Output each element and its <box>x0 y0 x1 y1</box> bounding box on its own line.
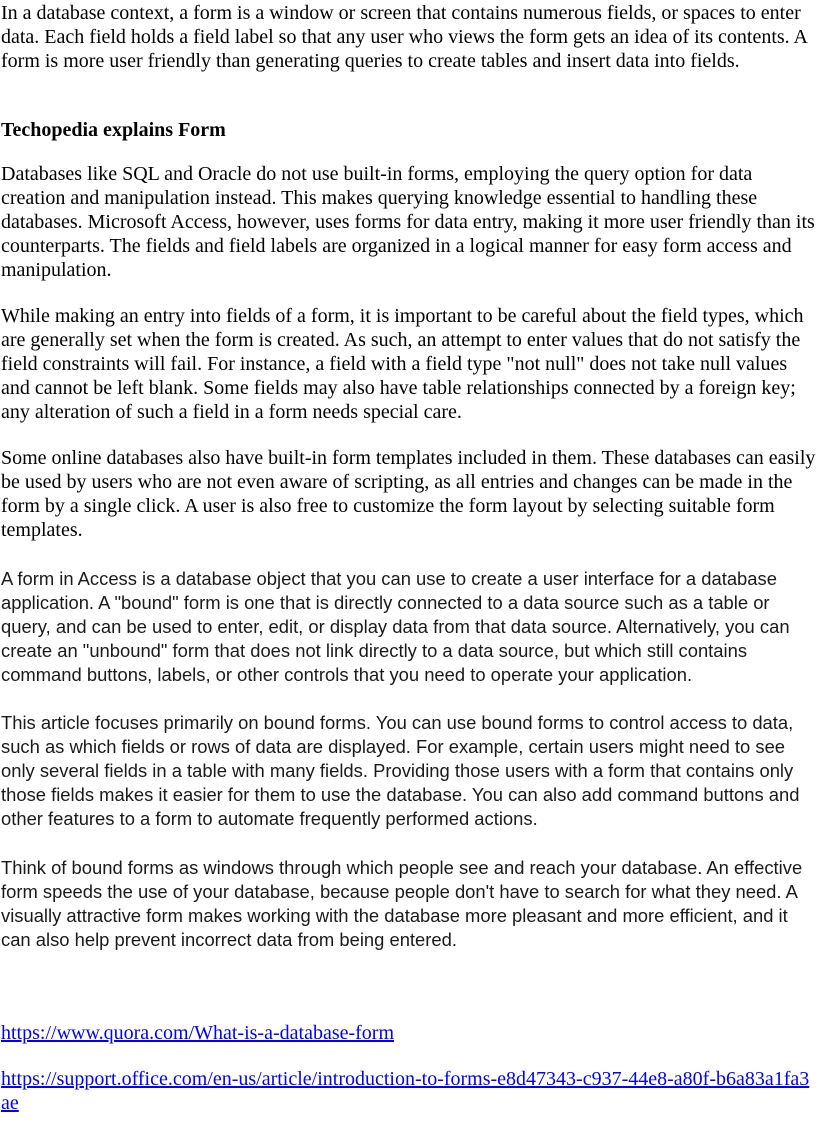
section-heading: Techopedia explains Form <box>1 119 226 141</box>
quora-link[interactable]: https://www.quora.com/What-is-a-database-form <box>1 1022 395 1044</box>
paragraph-databases: Databases like SQL and Oracle do not use built-in forms, employing the query option for data creation and manipulation instead. This makes querying knowledge essential to handling these databases. Microsoft Access, however, uses forms for data entry, making it more user friendly than its counterparts. The fields and field labels are organized in a logical manner for easy form access and manipulation. <box>1 163 815 281</box>
paragraph-field-types: While making an entry into fields of a form, it is important to be careful about the field types, which are generally set when the form is created. As such, an attempt to enter values that do not satisfy the field constraints will fail. For instance, a field with a field type "not null" does not take null values and cannot be left blank. Some fields may also have table relationships connected by a foreign key; any alteration of such a field in a form needs special care. <box>1 305 804 423</box>
paragraph-online-templates: Some online databases also have built-in form templates included in them. These databases can easily be used by users who are not even aware of scripting, as all entries and changes can be made in the form by a single click. A user is also free to customize the form layout by selecting suitable form templates. <box>1 447 816 541</box>
reference-link-1-wrapper <box>1 1021 816 1045</box>
reference-link-2-wrapper <box>1 1067 816 1115</box>
paragraph-form-definition: In a database context, a form is a window or screen that contains numerous fields, or spaces to enter data. Each field holds a field label so that any user who views the form gets an idea of its contents. A form is more user friendly than generating queries to create tables and insert data into fields. <box>1 2 807 72</box>
paragraph-bound-forms: This article focuses primarily on bound forms. You can use bound forms to control access to data, such as which fields or rows of data are displayed. For example, certain users might need to see only several fields in a table with many fields. Providing those users with a form that contains only those fields makes it easier for them to use the database. You can also add command buttons and other features to a form to automate frequently performed actions. <box>1 712 800 829</box>
office-support-link[interactable]: https://support.office.com/en-us/article/introduction-to-forms-e8d47343-c937-44e8-a80f-b6a83a1fa3ae <box>1 1068 810 1114</box>
paragraph-access-form: A form in Access is a database object that you can use to create a user interface for a database application. A "bound" form is one that is directly connected to a data source such as a table or query, and can be used to enter, edit, or display data from that data source. Alternatively, you can create an "unbound" form that does not link directly to a data source, but which still contains command buttons, labels, or other controls that you need to operate your application. <box>1 568 790 685</box>
paragraph-windows: Think of bound forms as windows through which people see and reach your database. An effective form speeds the use of your database, because people don't have to search for what they need. A visually attractive form makes working with the database more pleasant and more efficient, and it can also help prevent incorrect data from being entered. <box>1 857 803 950</box>
